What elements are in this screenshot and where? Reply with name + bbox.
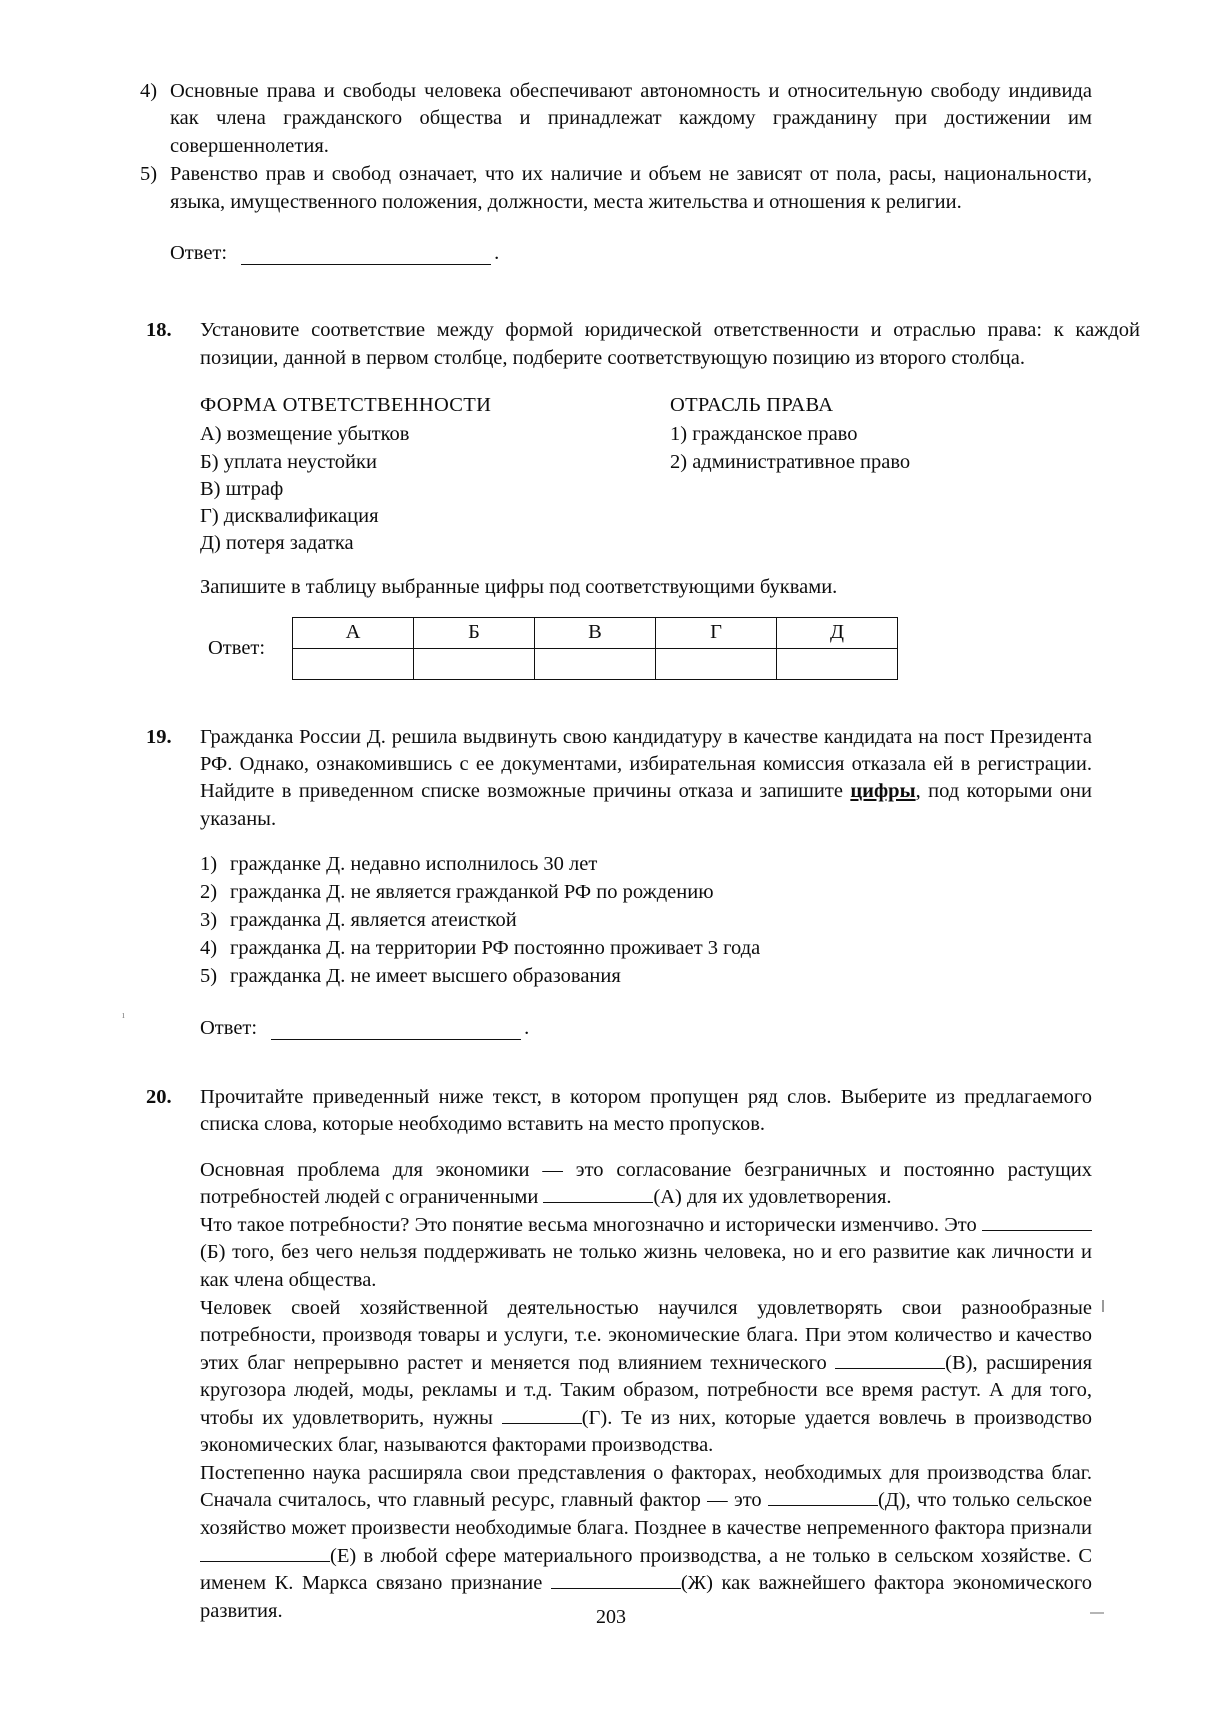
table-answer-cell[interactable] (535, 648, 656, 679)
answer-label: Ответ: (200, 1016, 258, 1039)
list-item-text: Основные права и свободы человека обеспечивают автономность и относительную свободу индивида как члена гражданского общества и принадлежат каждому гражданину при достижении им совершеннолетия. (170, 80, 1092, 157)
paragraph-3-text-a: Человек своей хозяйственной деятельностью научился удовлетворять свои разнообразные потребности, производя товары и услуги, т.е. экономические блага. При этом количество и качество этих благ непрерывно растет и меняется под влиянием технического (200, 1296, 1092, 1374)
blank-d[interactable] (768, 1491, 878, 1506)
list-item-marker: 4) (140, 80, 158, 102)
question-18-number: 18. (146, 319, 172, 342)
list-item-marker: 4) (200, 937, 218, 960)
question-19 (140, 724, 1092, 1040)
answer-label: Ответ: (170, 242, 228, 265)
answer-blank-line[interactable] (271, 1023, 521, 1040)
margin-mark-left: ı (122, 1010, 125, 1021)
list-item-text: гражданка Д. не является гражданкой РФ по рождению (230, 881, 714, 904)
answer-period: . (524, 1016, 530, 1039)
list-item (200, 851, 1092, 879)
question-20-paragraph-4 (200, 1460, 1092, 1625)
blank-e[interactable] (200, 1547, 330, 1562)
table-row[interactable] (293, 648, 898, 679)
table-answer-cell[interactable] (414, 648, 535, 679)
column-branch-of-law (670, 394, 1140, 557)
table-answer-cell[interactable] (777, 648, 898, 679)
question-20-paragraph-2 (200, 1212, 1092, 1295)
list-item (200, 963, 1092, 991)
paragraph-3-text-b: (В), расширения кругозора людей, моды, рекламы и т.д. Таким образом, потребности все время растут. А для того, чтобы их удовлетворить, нужны (200, 1351, 1092, 1429)
table-answer-cell[interactable] (656, 648, 777, 679)
list-item (200, 907, 1092, 935)
list-item-text: Равенство прав и свобод означает, что их наличие и объем не зависят от пола, расы, национальности, языка, имущественного положения, должности, места жительства и отношения к религии. (170, 163, 1092, 213)
question-18-instruction: Запишите в таблицу выбранные цифры под соответствующими буквами. (200, 575, 838, 598)
list-item-text: гражданка Д. является атеисткой (230, 909, 517, 932)
table-header-cell: Д (777, 617, 898, 648)
list-item-marker: 3) (200, 909, 218, 932)
column-left-item: А) возмещение убытков (200, 423, 410, 446)
list-item-marker: 5) (200, 964, 218, 987)
list-item-text: гражданка Д. не имеет высшего образования (230, 964, 621, 987)
column-left-item: Г) дисквалификация (200, 505, 379, 528)
paragraph-4-text-b: (Д), что только сельское хозяйство может произвести необходимые блага. Позднее в качестве непременного фактора признали (200, 1489, 1093, 1540)
column-left-item: В) штраф (200, 477, 284, 500)
table-header-cell: А (293, 617, 414, 648)
table-answer-cell[interactable] (293, 648, 414, 679)
question-20-paragraph-3 (200, 1295, 1092, 1460)
column-left-item: Б) уплата неустойки (200, 450, 377, 473)
question-19-prompt-emphasis: цифры (850, 780, 916, 803)
paragraph-2-text-a: Что такое потребности? Это понятие весьма многозначно и исторически изменчиво. Это (200, 1213, 982, 1236)
question-20 (140, 1084, 1092, 1626)
answer-field-19[interactable] (200, 1017, 1092, 1040)
column-right-heading: ОТРАСЛЬ ПРАВА (670, 394, 834, 417)
list-item-text: гражданка Д. на территории РФ постоянно проживает 3 года (230, 937, 761, 960)
paragraph-4-text-c: (Е) в любой сфере материального производства, а не только в сельском хозяйстве. С именем К. Маркса связано признание (200, 1544, 1092, 1595)
column-right-item: 1) гражданское право (670, 423, 858, 446)
blank-v[interactable] (835, 1354, 945, 1369)
paragraph-2-text-b: (Б) того, без чего нельзя поддерживать не только жизнь человека, но и его развитие как личности и как члена общества. (200, 1241, 1092, 1291)
question-18-answer-table-wrap (200, 617, 1140, 680)
blank-b[interactable] (982, 1216, 1092, 1231)
list-item-marker: 2) (200, 881, 218, 904)
question-19-prompt (200, 724, 1092, 834)
list-item-marker: 5) (140, 163, 158, 186)
column-left-item: Д) потеря задатка (200, 532, 354, 555)
question-20-number: 20. (146, 1085, 172, 1108)
question-18-prompt: Установите соответствие между формой юридической ответственности и отраслью права: к каждой позиции, данной в первом столбце, подберите соответствующую позицию из второго столбца. (200, 319, 1140, 369)
question-19-options (200, 851, 1092, 990)
table-header-cell: Г (656, 617, 777, 648)
list-item (200, 879, 1092, 907)
paragraph-3-text-c: (Г). Те из них, которые удается вовлечь в производство экономических благ, называются факторами производства. (200, 1406, 1092, 1457)
answer-period: . (494, 242, 500, 265)
list-item (140, 78, 1092, 160)
column-right-item: 2) административное право (670, 450, 911, 473)
question-19-prompt-part1: Гражданка России Д. решила выдвинуть свою кандидатуру в качестве кандидата на пост Президента РФ. Однако, ознакомившись с ее документами, избирательная комиссия отказала ей в регистрации. Найдите в приведенном списке возможные причины отказа и запишите (200, 725, 1092, 803)
paragraph-1-text-a: Основная проблема для экономики — это согласование безграничных и постоянно растущих потребностей людей с ограниченными (200, 1158, 1092, 1209)
list-item (200, 935, 1092, 963)
list-item-text: гражданке Д. недавно исполнилось 30 лет (230, 853, 598, 876)
page-content (140, 78, 1140, 1625)
question-20-paragraph-1 (200, 1157, 1092, 1212)
list-item (140, 161, 1092, 216)
paragraph-4-text-d: (Ж) как важнейшего фактора экономического развития. (200, 1572, 1092, 1622)
blank-g[interactable] (502, 1409, 582, 1424)
paragraph-4-text-a: Постепенно наука расширяла свои представления о факторах, необходимых для производства благ. Сначала считалось, что главный ресурс, главный фактор — это (200, 1461, 1092, 1512)
answer-blank-line[interactable] (241, 248, 491, 265)
blank-a[interactable] (543, 1188, 653, 1203)
question-19-prompt-part2: , под которыми они указаны. (200, 780, 1092, 830)
margin-mark-right (1102, 1300, 1104, 1312)
answer-label: Ответ: (208, 636, 266, 659)
answer-table[interactable] (292, 617, 898, 680)
answer-field-17[interactable] (170, 242, 1092, 265)
table-header-cell: В (535, 617, 656, 648)
page-number: 203 (596, 1606, 626, 1628)
column-form-of-responsibility (200, 394, 670, 557)
table-row (293, 617, 898, 648)
column-left-heading: ФОРМА ОТВЕТСТВЕННОСТИ (200, 394, 492, 417)
list-item-marker: 1) (200, 853, 218, 876)
table-header-cell: Б (414, 617, 535, 648)
paragraph-1-text-b: (А) для их удовлетворения. (653, 1186, 892, 1209)
question-18-columns (200, 394, 1140, 557)
question-19-number: 19. (146, 725, 172, 748)
question-18 (140, 317, 1140, 679)
continued-list (140, 78, 1092, 216)
question-20-prompt: Прочитайте приведенный ниже текст, в котором пропущен ряд слов. Выберите из предлагаемого списка слова, которые необходимо вставить на место пропусков. (200, 1085, 1092, 1136)
blank-zh[interactable] (551, 1574, 681, 1589)
